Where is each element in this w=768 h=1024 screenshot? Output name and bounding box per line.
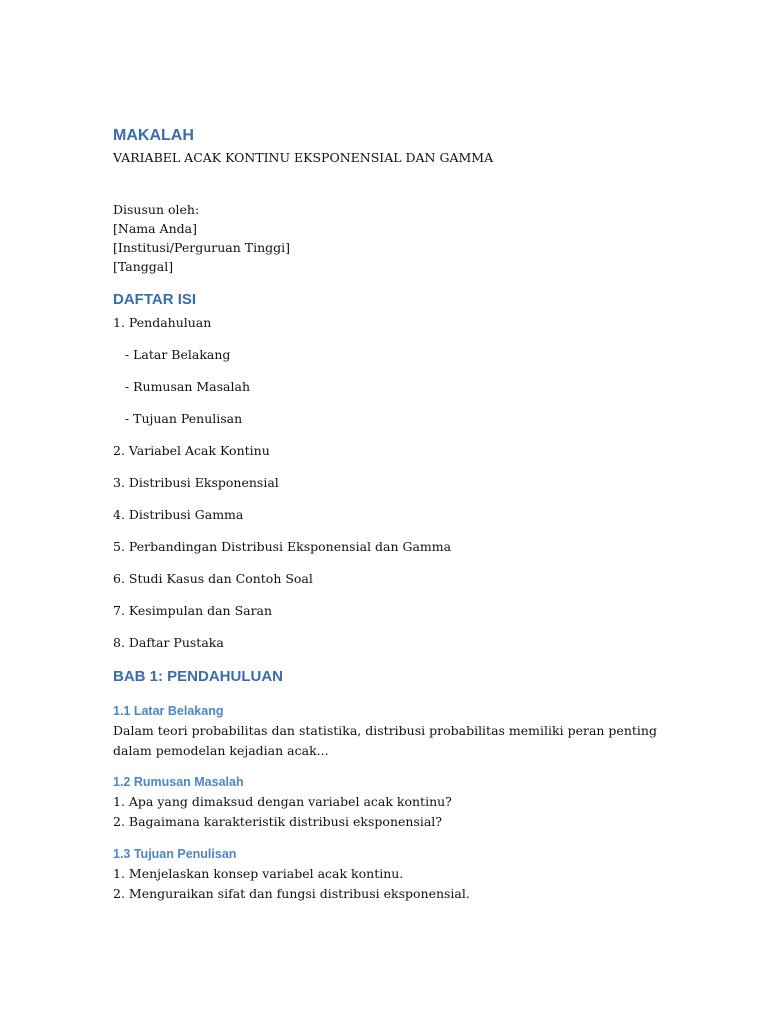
- toc-item: 5. Perbandingan Distribusi Eksponensial dan Gamma: [113, 539, 452, 554]
- toc-item: 1. Pendahuluan: [113, 315, 212, 330]
- list-item: 1. Menjelaskan konsep variabel acak kontinu.: [113, 866, 404, 881]
- toc-item: - Latar Belakang: [113, 347, 231, 362]
- toc-item: - Rumusan Masalah: [113, 379, 250, 394]
- toc-item: 3. Distribusi Eksponensial: [113, 475, 279, 490]
- author-institution: [Institusi/Perguruan Tinggi]: [113, 240, 291, 255]
- author-name: [Nama Anda]: [113, 221, 197, 236]
- toc-item: 6. Studi Kasus dan Contoh Soal: [113, 571, 313, 586]
- section-heading: 1.3 Tujuan Penulisan: [113, 847, 237, 861]
- author-date: [Tanggal]: [113, 259, 174, 274]
- toc-item: 8. Daftar Pustaka: [113, 635, 224, 650]
- paragraph-line: Dalam teori probabilitas dan statistika, distribusi probabilitas memiliki peran penting: [113, 723, 657, 738]
- document-title: MAKALAH: [113, 127, 194, 144]
- author-label: Disusun oleh:: [113, 202, 200, 217]
- paragraph-line: dalam pemodelan kejadian acak...: [113, 743, 329, 758]
- toc-item: 4. Distribusi Gamma: [113, 507, 244, 522]
- list-item: 2. Menguraikan sifat dan fungsi distribusi eksponensial.: [113, 886, 470, 901]
- toc-item: - Tujuan Penulisan: [113, 411, 243, 426]
- toc-item: 7. Kesimpulan dan Saran: [113, 603, 273, 618]
- list-item: 2. Bagaimana karakteristik distribusi eksponensial?: [113, 814, 443, 829]
- section-heading: 1.2 Rumusan Masalah: [113, 775, 244, 789]
- toc-item: 2. Variabel Acak Kontinu: [113, 443, 270, 458]
- document-subtitle: VARIABEL ACAK KONTINU EKSPONENSIAL DAN GAMMA: [113, 150, 494, 165]
- chapter-heading: BAB 1: PENDAHULUAN: [113, 668, 284, 685]
- toc-heading: DAFTAR ISI: [113, 291, 197, 308]
- list-item: 1. Apa yang dimaksud dengan variabel acak kontinu?: [113, 794, 452, 809]
- section-heading: 1.1 Latar Belakang: [113, 704, 224, 718]
